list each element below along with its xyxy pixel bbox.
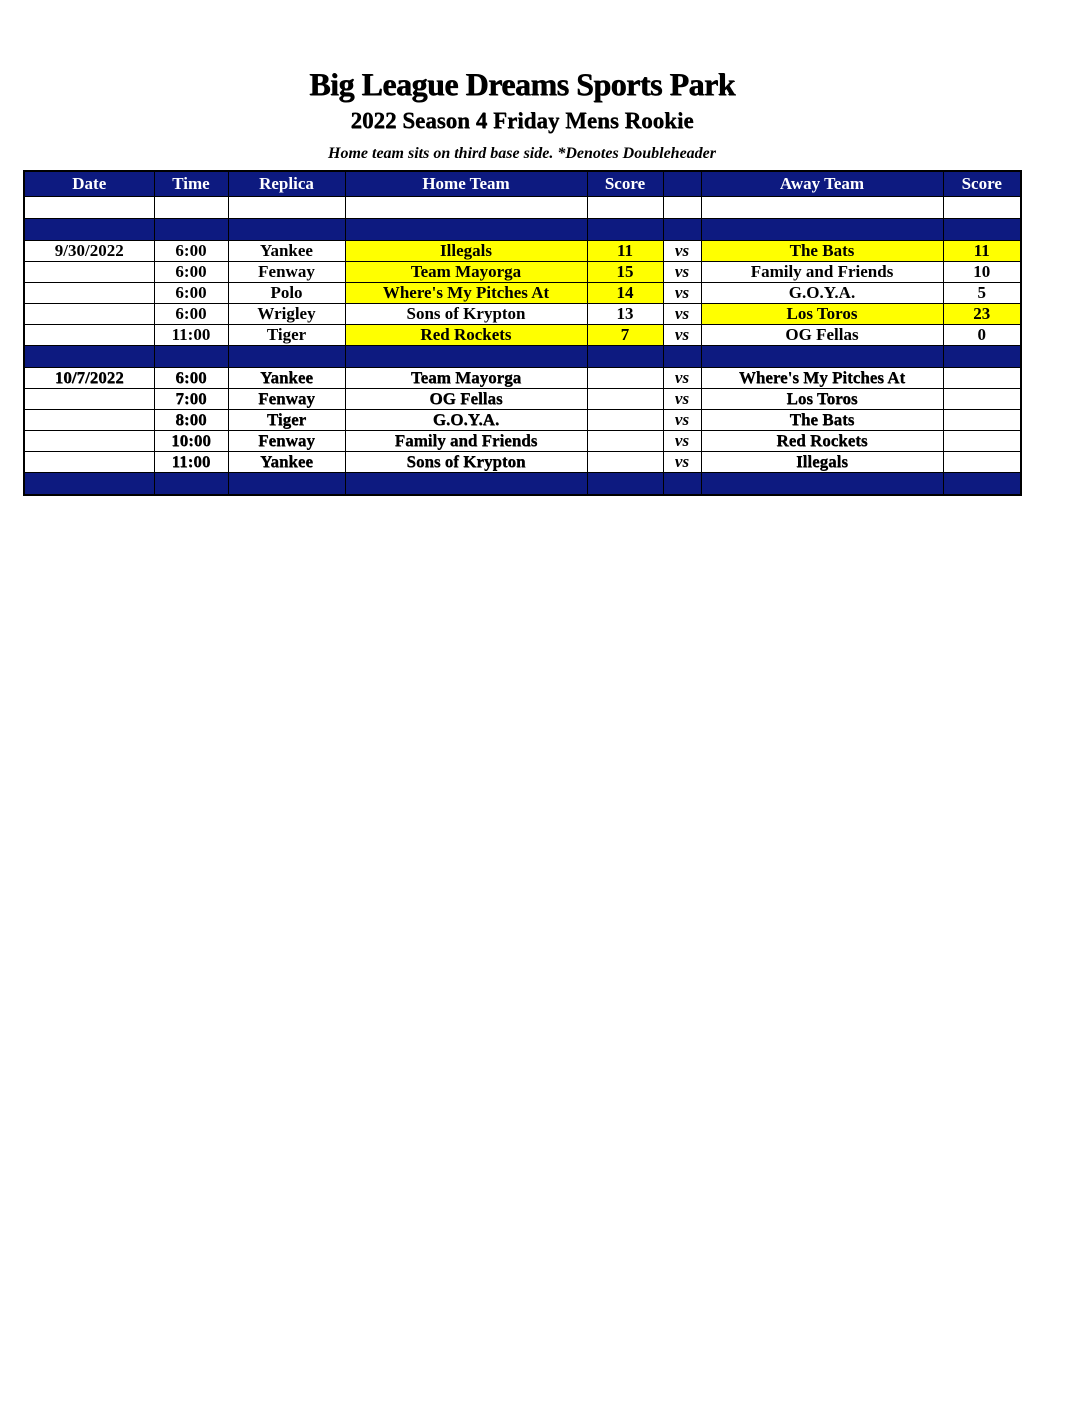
game-time: 11:00 — [154, 452, 228, 473]
vs-label: vs — [663, 304, 701, 325]
spacer-row — [24, 197, 1021, 219]
header-replica: Replica — [228, 171, 345, 197]
game-time: 10:00 — [154, 431, 228, 452]
game-time: 6:00 — [154, 304, 228, 325]
schedule-table — [23, 170, 1022, 496]
page-subtitle: 2022 Season 4 Friday Mens Rookie — [350, 108, 694, 133]
game-field: Tiger — [228, 410, 345, 431]
game-date — [24, 410, 154, 431]
game-field: Tiger — [228, 325, 345, 346]
away-team: Los Toros — [701, 304, 943, 325]
vs-label: vs — [663, 283, 701, 304]
game-row — [24, 368, 1021, 389]
away-team: Family and Friends — [701, 262, 943, 283]
game-date — [24, 389, 154, 410]
game-time: 11:00 — [154, 325, 228, 346]
home-score: 15 — [587, 262, 663, 283]
game-date — [24, 262, 154, 283]
vs-label: vs — [663, 368, 701, 389]
vs-label: vs — [663, 431, 701, 452]
away-score: 10 — [943, 262, 1021, 283]
header-row — [24, 171, 1021, 197]
header-away-score: Score — [943, 171, 1021, 197]
away-team: OG Fellas — [701, 325, 943, 346]
game-row — [24, 410, 1021, 431]
vs-label: vs — [663, 325, 701, 346]
game-time: 6:00 — [154, 262, 228, 283]
game-row — [24, 325, 1021, 346]
home-score: 11 — [587, 241, 663, 262]
away-score — [943, 389, 1021, 410]
game-field: Yankee — [228, 368, 345, 389]
away-score: 11 — [943, 241, 1021, 262]
week1-games — [24, 241, 1021, 346]
game-time: 7:00 — [154, 389, 228, 410]
vs-label: vs — [663, 452, 701, 473]
away-score — [943, 410, 1021, 431]
header-home-score: Score — [587, 171, 663, 197]
away-score — [943, 368, 1021, 389]
away-score — [943, 431, 1021, 452]
game-field: Yankee — [228, 241, 345, 262]
home-score: 13 — [587, 304, 663, 325]
home-team: Team Mayorga — [345, 262, 587, 283]
page-note: Home team sits on third base side. *Denotes Doubleheader — [328, 145, 716, 162]
header-time: Time — [154, 171, 228, 197]
header-away-team: Away Team — [701, 171, 943, 197]
home-team: Family and Friends — [345, 431, 587, 452]
divider-row — [24, 219, 1021, 241]
vs-label: vs — [663, 241, 701, 262]
away-score: 5 — [943, 283, 1021, 304]
game-date — [24, 325, 154, 346]
game-field: Fenway — [228, 431, 345, 452]
game-field: Fenway — [228, 262, 345, 283]
home-score — [587, 452, 663, 473]
home-team: Sons of Krypton — [345, 304, 587, 325]
home-score — [587, 389, 663, 410]
home-score — [587, 410, 663, 431]
game-date — [24, 283, 154, 304]
game-time: 6:00 — [154, 241, 228, 262]
game-row — [24, 431, 1021, 452]
home-score — [587, 368, 663, 389]
game-time: 6:00 — [154, 283, 228, 304]
game-field: Wrigley — [228, 304, 345, 325]
away-score — [943, 452, 1021, 473]
game-date — [24, 452, 154, 473]
game-field: Polo — [228, 283, 345, 304]
away-team: Los Toros — [701, 389, 943, 410]
divider-row — [24, 473, 1021, 496]
header-home-team: Home Team — [345, 171, 587, 197]
away-team: G.O.Y.A. — [701, 283, 943, 304]
away-score: 0 — [943, 325, 1021, 346]
divider-row — [24, 346, 1021, 368]
home-team: Red Rockets — [345, 325, 587, 346]
game-row — [24, 452, 1021, 473]
home-team: Sons of Krypton — [345, 452, 587, 473]
away-team: Where's My Pitches At — [701, 368, 943, 389]
header-date: Date — [24, 171, 154, 197]
away-team: The Bats — [701, 241, 943, 262]
away-score: 23 — [943, 304, 1021, 325]
game-date: 10/7/2022 — [24, 368, 154, 389]
away-team: The Bats — [701, 410, 943, 431]
away-team: Illegals — [701, 452, 943, 473]
game-time: 6:00 — [154, 368, 228, 389]
game-row — [24, 304, 1021, 325]
home-team: OG Fellas — [345, 389, 587, 410]
game-date — [24, 304, 154, 325]
home-score: 7 — [587, 325, 663, 346]
home-score: 14 — [587, 283, 663, 304]
game-row — [24, 262, 1021, 283]
game-field: Fenway — [228, 389, 345, 410]
vs-label: vs — [663, 389, 701, 410]
game-time: 8:00 — [154, 410, 228, 431]
vs-label: vs — [663, 262, 701, 283]
home-team: Where's My Pitches At — [345, 283, 587, 304]
week2-games — [24, 368, 1021, 473]
game-row — [24, 389, 1021, 410]
game-row — [24, 241, 1021, 262]
header-vs — [663, 171, 701, 197]
vs-label: vs — [663, 410, 701, 431]
game-date: 9/30/2022 — [24, 241, 154, 262]
away-team: Red Rockets — [701, 431, 943, 452]
home-team: Illegals — [345, 241, 587, 262]
game-date — [24, 431, 154, 452]
page-title: Big League Dreams Sports Park — [309, 66, 735, 102]
home-team: G.O.Y.A. — [345, 410, 587, 431]
game-field: Yankee — [228, 452, 345, 473]
home-score — [587, 431, 663, 452]
game-row — [24, 283, 1021, 304]
home-team: Team Mayorga — [345, 368, 587, 389]
